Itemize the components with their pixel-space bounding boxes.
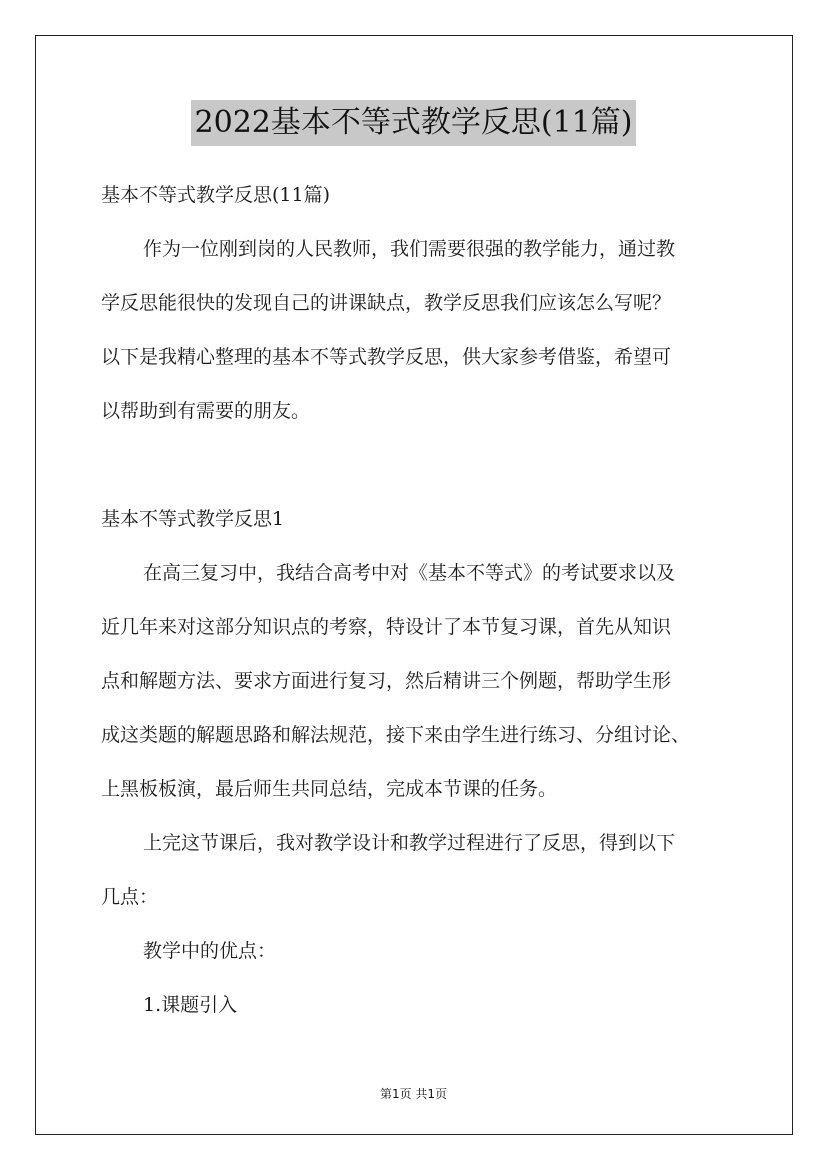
para1-line-5: 上黑板板演，最后师生共同总结，完成本节课的任务。 bbox=[101, 778, 558, 800]
para1-line-1: 在高三复习中，我结合高考中对《基本不等式》的考试要求以及 bbox=[143, 562, 676, 584]
intro-line-3: 以下是我精心整理的基本不等式教学反思，供大家参考借鉴，希望可 bbox=[101, 346, 672, 368]
document-title: 2022基本不等式教学反思(11篇) bbox=[191, 100, 637, 146]
para1-line-2: 近几年来对这部分知识点的考察，特设计了本节复习课，首先从知识 bbox=[101, 616, 672, 638]
page-number: 第1页 共1页 bbox=[379, 1087, 448, 1101]
section-heading: 基本不等式教学反思1 bbox=[101, 508, 285, 530]
title-container bbox=[0, 100, 827, 146]
para2-line-1: 上完这节课后，我对教学设计和教学过程进行了反思，得到以下 bbox=[143, 832, 676, 854]
list-item-1: 1.课题引入 bbox=[143, 994, 238, 1016]
document-subtitle: 基本不等式教学反思(11篇) bbox=[101, 184, 331, 206]
para2-line-2: 几点： bbox=[101, 886, 159, 908]
intro-line-4: 以帮助到有需要的朋友。 bbox=[101, 400, 311, 422]
intro-line-1: 作为一位刚到岗的人民教师，我们需要很强的教学能力，通过教 bbox=[143, 238, 676, 260]
document-body bbox=[101, 168, 741, 1032]
advantages-label: 教学中的优点： bbox=[143, 940, 277, 962]
para1-line-4: 成这类题的解题思路和解法规范，接下来由学生进行练习、分组讨论、 bbox=[101, 724, 691, 746]
paragraph-gap bbox=[101, 438, 741, 492]
intro-line-2: 学反思能很快的发现自己的讲课缺点，教学反思我们应该怎么写呢？ bbox=[101, 292, 672, 314]
para1-line-3: 点和解题方法、要求方面进行复习，然后精讲三个例题，帮助学生形 bbox=[101, 670, 672, 692]
page-footer bbox=[0, 1085, 827, 1102]
